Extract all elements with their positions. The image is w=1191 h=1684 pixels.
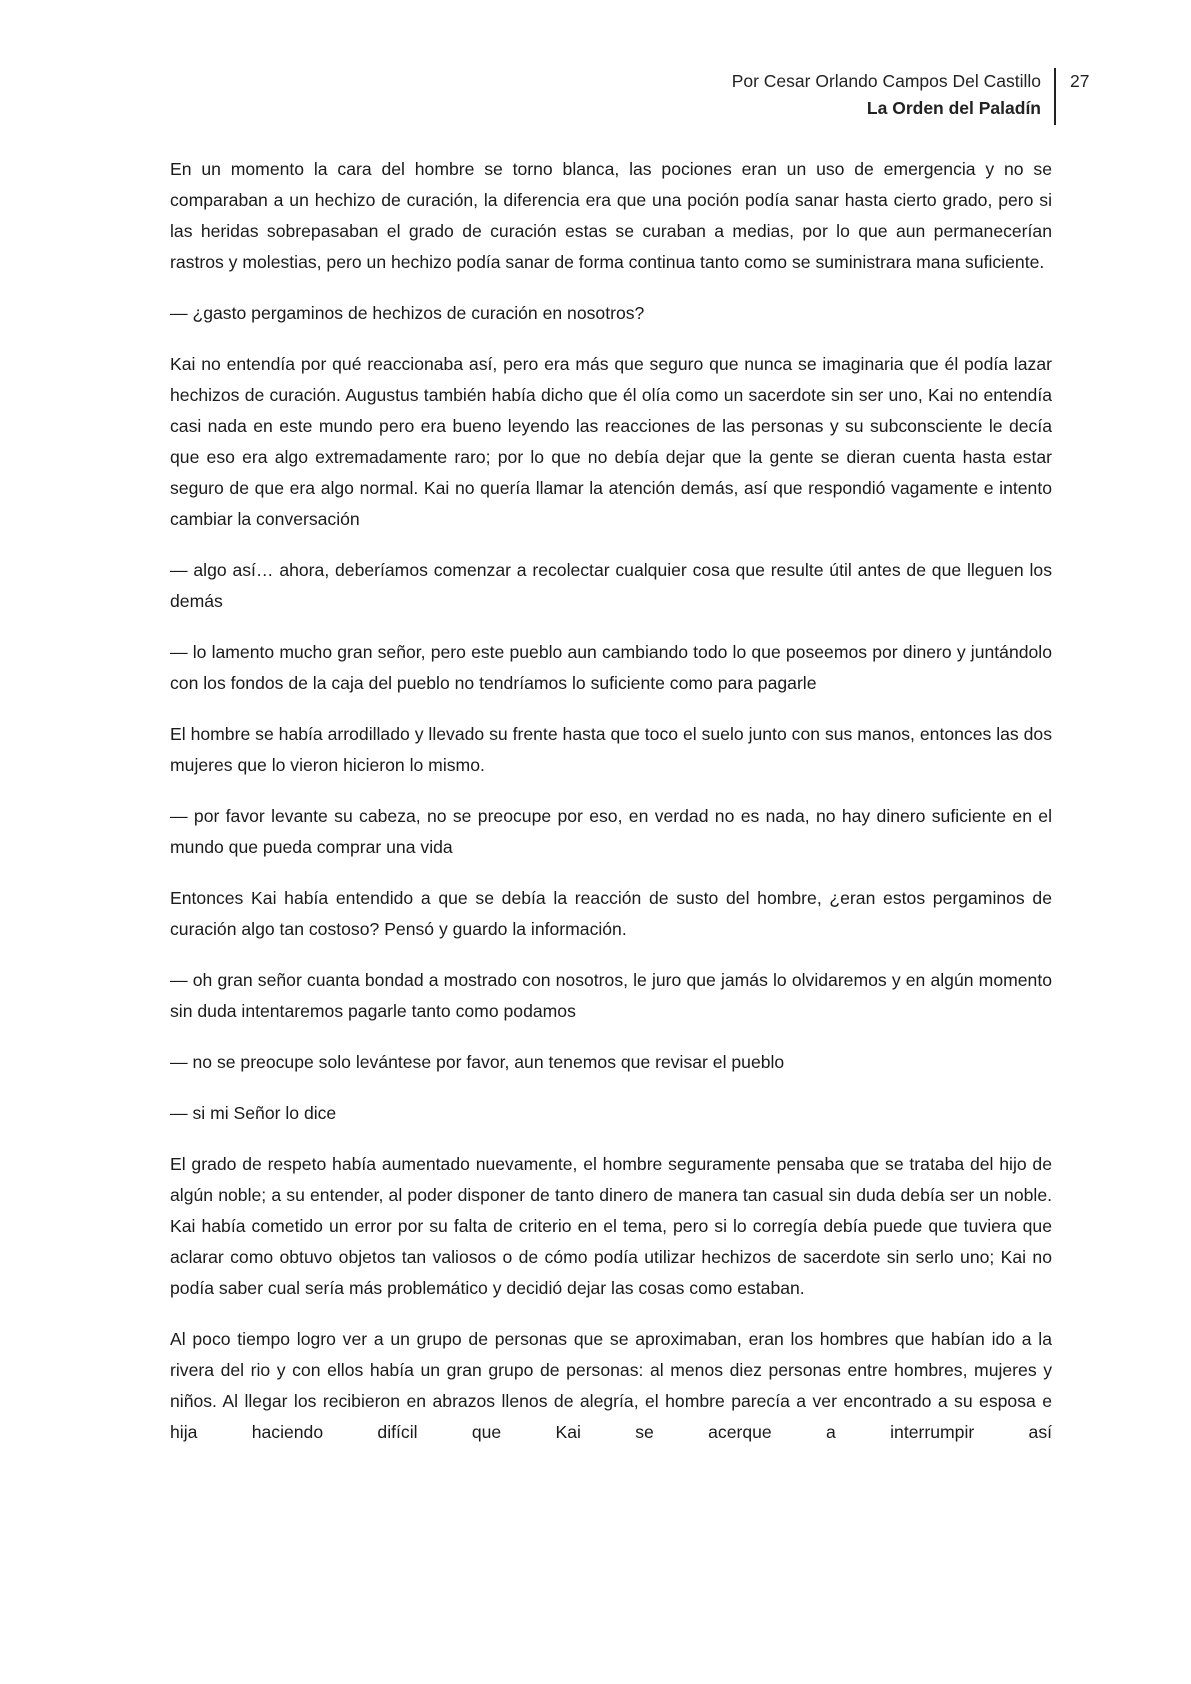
paragraph: El grado de respeto había aumentado nuevamente, el hombre seguramente pensaba que se trataba del hijo de algún noble; a su entender, al poder disponer de tanto dinero de manera tan casual sin duda debía ser un noble. Kai había cometido un error por su falta de criterio en el tema, pero si lo corregía debía puede que tuviera que aclarar como obtuvo objetos tan valiosos o de cómo podía utilizar hechizos de sacerdote sin serlo uno; Kai no podía saber cual sería más problemático y decidió dejar las cosas como estaban. [170,1154,1052,1298]
body-text [170,154,1052,1448]
running-header [732,68,1041,122]
paragraph: — si mi Señor lo dice [170,1103,337,1123]
paragraph: — por favor levante su cabeza, no se preocupe por eso, en verdad no es nada, no hay dinero suficiente en el mundo que pueda comprar una vida [170,806,1052,857]
paragraph: — no se preocupe solo levántese por favor, aun tenemos que revisar el pueblo [170,1052,785,1072]
paragraph: En un momento la cara del hombre se torno blanca, las pociones eran un uso de emergencia y no se comparaban a un hechizo de curación, la diferencia era que una poción podía sanar hasta cierto grado, pero si las heridas sobrepasaban el grado de curación estas se curaban a medias, por lo que aun permanecerían rastros y molestias, pero un hechizo podía sanar de forma continua tanto como se suministrara mana suficiente. [170,159,1052,272]
paragraph: — lo lamento mucho gran señor, pero este pueblo aun cambiando todo lo que poseemos por dinero y juntándolo con los fondos de la caja del pueblo no tendríamos lo suficiente como para pagarle [170,642,1052,693]
paragraph: — oh gran señor cuanta bondad a mostrado con nosotros, le juro que jamás lo olvidaremos y en algún momento sin duda intentaremos pagarle tanto como podamos [170,970,1052,1021]
paragraph: — algo así… ahora, deberíamos comenzar a recolectar cualquier cosa que resulte útil antes de que lleguen los demás [170,560,1052,611]
paragraph: Al poco tiempo logro ver a un grupo de personas que se aproximaban, eran los hombres que habían ido a la rivera del rio y con ellos había un gran grupo de personas: al menos diez personas entre hombres, mujeres y niños. Al llegar los recibieron en abrazos llenos de alegría, el hombre parecía a ver encontrado a su esposa e hija haciendo difícil que Kai se acerque a interrumpir así [170,1329,1052,1442]
header-divider [1054,68,1056,125]
paragraph: El hombre se había arrodillado y llevado su frente hasta que toco el suelo junto con sus manos, entonces las dos mujeres que lo vieron hicieron lo mismo. [170,724,1052,775]
page-number: 27 [1070,71,1090,91]
paragraph: Entonces Kai había entendido a que se debía la reacción de susto del hombre, ¿eran estos pergaminos de curación algo tan costoso? Pensó y guardo la información. [170,888,1052,939]
header-author: Por Cesar Orlando Campos Del Castillo [731,71,1041,91]
paragraph: — ¿gasto pergaminos de hechizos de curación en nosotros? [170,303,645,323]
paragraph: Kai no entendía por qué reaccionaba así, pero era más que seguro que nunca se imaginaria que él podía lazar hechizos de curación. Augustus también había dicho que él olía como un sacerdote sin ser uno, Kai no entendía casi nada en este mundo pero era bueno leyendo las reacciones de las personas y su subconsciente le decía que eso era algo extremadamente raro; por lo que no debía dejar que la gente se dieran cuenta hasta estar seguro de que era algo normal. Kai no quería llamar la atención demás, así que respondió vagamente e intento cambiar la conversación [170,354,1052,529]
header-book-title: La Orden del Paladín [866,98,1041,118]
